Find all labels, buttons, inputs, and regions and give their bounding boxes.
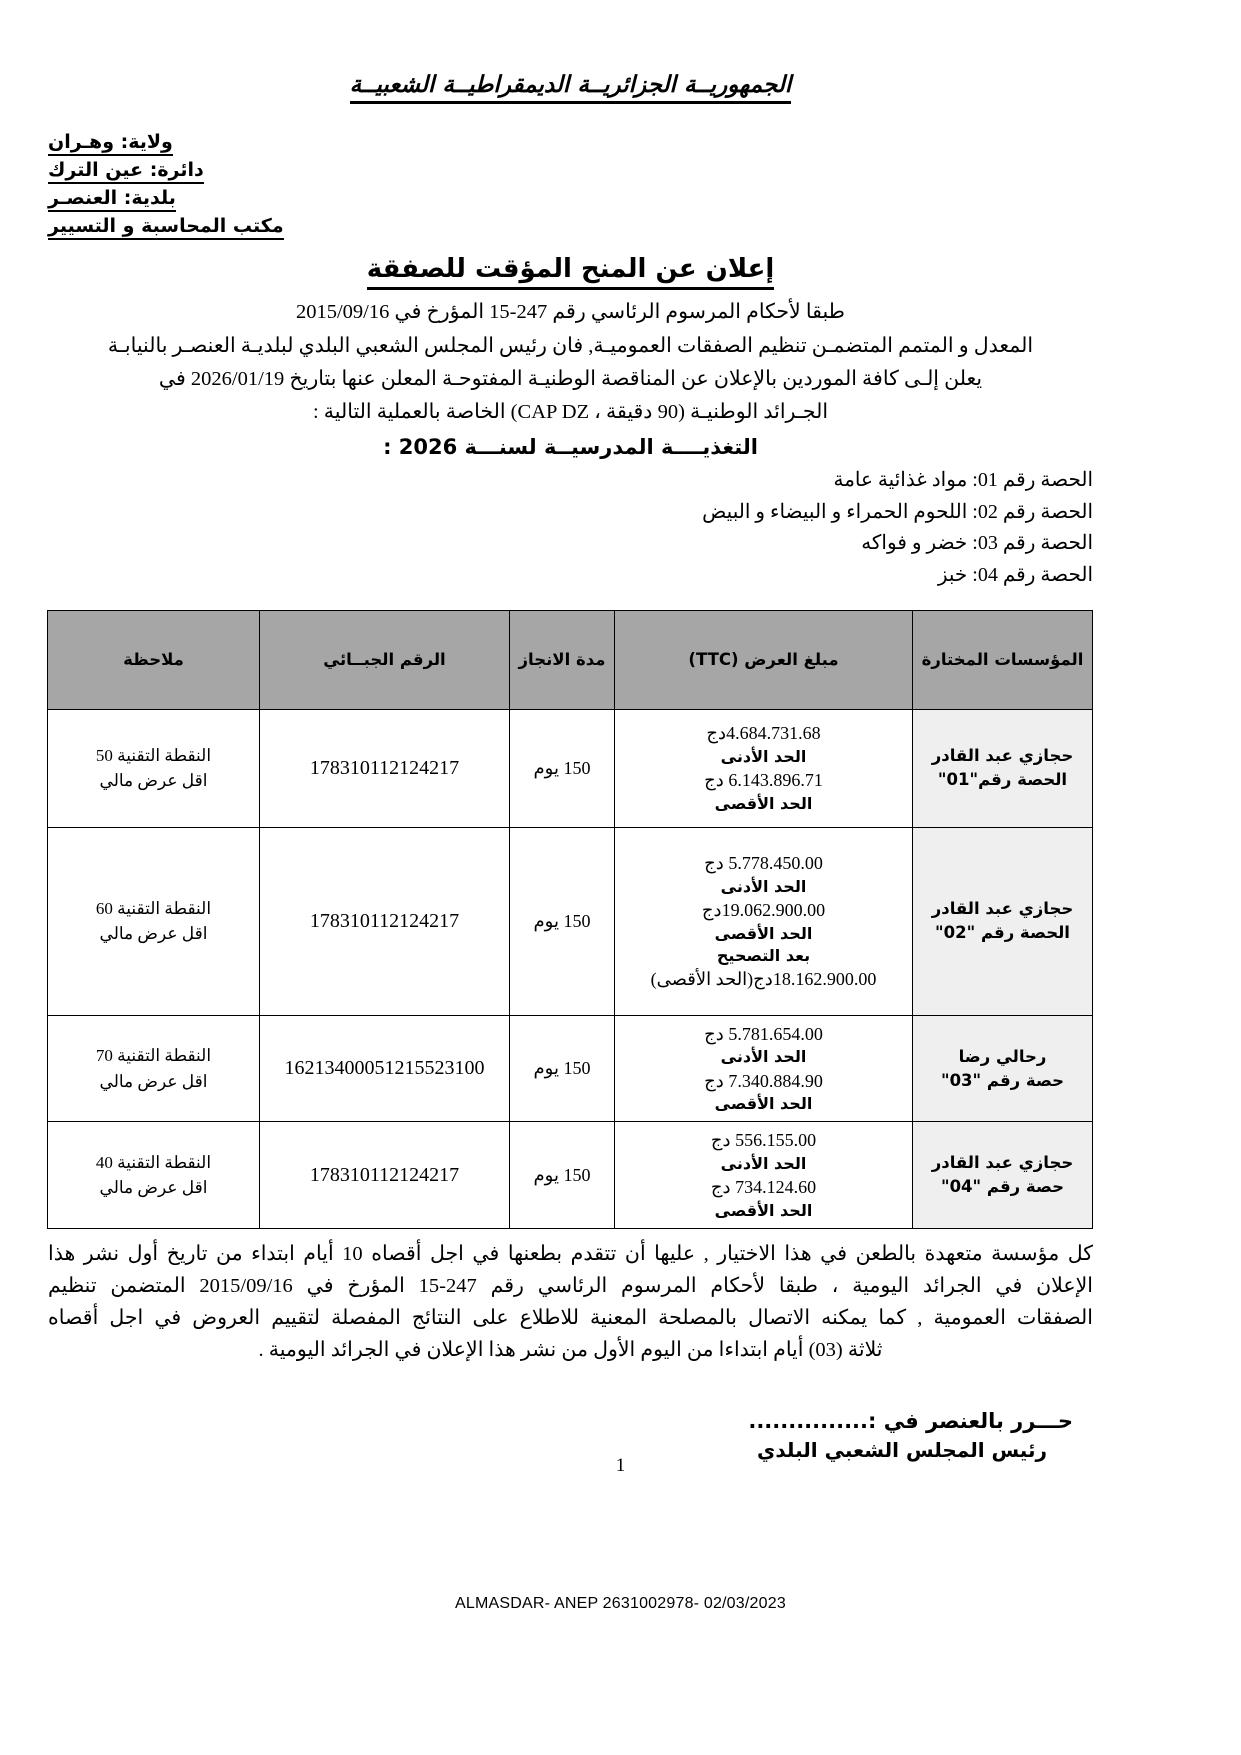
intro-line-1: طبقا لأحكام المرسوم الرئاسي رقم 247-15 المؤرخ في 2015/09/16 [295, 301, 845, 324]
office-line [48, 212, 1093, 240]
note-line-2: اقل عرض مالي [99, 924, 208, 944]
note-line-2: اقل عرض مالي [99, 1071, 208, 1091]
note-line-1: النقطة التقنية 70 [95, 1046, 212, 1066]
lot-item: الحصة رقم 04: خبز [937, 564, 1093, 587]
cell-fiscal: 178310112124217 [260, 827, 510, 1015]
lot-item: الحصة رقم 02: اللحوم الحمراء و البيضاء و البيض [702, 500, 1093, 523]
cell-amount [615, 709, 913, 827]
header-duration: مدة الانجاز [510, 610, 615, 709]
cell-establishment [913, 1015, 1093, 1122]
header-fiscal: الرقم الجبــائي [260, 610, 510, 709]
amount-min-label: الحد الأدنى [720, 876, 807, 896]
cell-duration: 150 يوم [510, 709, 615, 827]
cell-duration: 150 يوم [510, 1015, 615, 1122]
note-line-2: اقل عرض مالي [99, 1178, 208, 1198]
amount-max-label: الحد الأقصى [714, 793, 813, 813]
establishment-lot: حصة رقم "03" [940, 1070, 1065, 1090]
cell-duration: 150 يوم [510, 1122, 615, 1229]
header-amount: مبلغ العرض (TTC) [615, 610, 913, 709]
amount-max-value: 19.062.900.00دج [701, 899, 826, 920]
wilaya-label: ولاية: [120, 131, 173, 153]
lot-item: الحصة رقم 01: مواد غذائية عامة [833, 469, 1093, 492]
amount-min-value: 556.155.00 دج [710, 1130, 817, 1151]
amount-min-label: الحد الأدنى [720, 1047, 807, 1067]
page-title-text: إعلان عن المنح المؤقت للصفقة [367, 254, 775, 290]
amount-max-label: الحد الأقصى [714, 1094, 813, 1114]
amount-correction-value: 18.162.900.00دج(الحد الأقصى) [650, 968, 877, 989]
amount-max-value: 734.124.60 دج [710, 1177, 817, 1198]
baladia-line [48, 184, 1093, 212]
cell-establishment [913, 1122, 1093, 1229]
amount-min-label: الحد الأدنى [720, 1154, 807, 1174]
amount-min-value: 5.781.654.00 دج [704, 1023, 823, 1044]
cell-fiscal: 178310112124217 [260, 709, 510, 827]
footer-stamp: ALMASDAR- ANEP 2631002978- 02/03/2023 [455, 1595, 786, 1612]
table-row [48, 709, 1093, 827]
intro-paragraph [48, 296, 1093, 429]
cell-fiscal: 178310112124217 [260, 1122, 510, 1229]
wilaya-value: وهـران [48, 131, 115, 153]
signature-block [48, 1406, 1073, 1462]
cell-amount [615, 1015, 913, 1122]
header-establishment: المؤسسات المختارة [913, 610, 1093, 709]
establishment-name: حجازي عبد القادر [931, 899, 1074, 919]
table-row [48, 827, 1093, 1015]
office-label: مكتب المحاسبة و التسيير [48, 215, 284, 240]
intro-line-3: يعلن إلـى كافة الموردين بالإعلان عن المناقصة الوطنيـة المفتوحـة المعلن عنها بتاريخ 2026/01/19 في [158, 367, 983, 390]
establishment-lot: الحصة رقم"01" [937, 770, 1068, 790]
note-line-1: النقطة التقنية 60 [95, 898, 212, 918]
results-table-body [48, 709, 1093, 1229]
cell-amount [615, 827, 913, 1015]
page-number: 1 [615, 1455, 626, 1476]
signature-place-date: حـــرر بالعنصر في :............... [748, 1409, 1073, 1434]
cell-note [48, 709, 260, 827]
document-body [48, 0, 1093, 1462]
header-note: ملاحظة [48, 610, 260, 709]
cell-establishment [913, 709, 1093, 827]
wilaya-line [48, 128, 1093, 156]
table-row [48, 1122, 1093, 1229]
cell-note [48, 1015, 260, 1122]
amount-max-label: الحد الأقصى [714, 1201, 813, 1221]
closing-line-4: ثلاثة (03) أيام ابتداءا من اليوم الأول من نشر هذا الإعلان في الجرائد اليومية . [258, 1338, 883, 1361]
closing-line-3: الصفقات العمومية , كما يمكنه الاتصال بالمصلحة المعنية للاطلاع على النتائج المفصلة لتقييم العروض في اجل أقصاه [48, 1306, 1093, 1329]
cell-establishment [913, 827, 1093, 1015]
cell-fiscal: 16213400051215523100 [260, 1015, 510, 1122]
establishment-lot: الحصة رقم "02" [935, 923, 1070, 943]
closing-paragraph [48, 1239, 1093, 1366]
table-row [48, 1015, 1093, 1122]
table-header-row [48, 610, 1093, 709]
signature-role: رئيس المجلس الشعبي البلدي [757, 1437, 1047, 1462]
intro-line-4: الجـرائد الوطنيـة (90 دقيقة ، CAP DZ) الخاصة بالعملية التالية : [312, 401, 829, 424]
amount-max-value: 6.143.896.71 دج [704, 770, 823, 791]
daira-label: دائرة: [149, 159, 204, 182]
note-line-1: النقطة التقنية 40 [95, 1152, 212, 1172]
cell-note [48, 1122, 260, 1229]
operation-title: التغذيــــة المدرسيــة لسنـــة 2026 : [383, 435, 758, 460]
closing-line-1: كل مؤسسة متعهدة بالطعن في هذا الاختيار , عليها أن تتقدم بطعنها في اجل أقصاه 10 أيام ابتداء من تاريخ أول نشر هذا [48, 1243, 1093, 1266]
republic-heading [48, 72, 1093, 98]
lots-list [48, 465, 1093, 591]
amount-max-value: 7.340.884.90 دج [704, 1070, 823, 1091]
lot-item: الحصة رقم 03: خضر و فواكه [861, 532, 1093, 555]
cell-note [48, 827, 260, 1015]
closing-line-2: الإعلان في الجرائد اليومية ، طبقا لأحكام المرسوم الرئاسي رقم 247-15 المؤرخ في 2015/09/16 المتضمن تنظيم [48, 1275, 1093, 1298]
results-table-header [48, 610, 1093, 709]
administrative-address-block [48, 128, 1093, 240]
baladia-label: بلدية: [123, 187, 176, 210]
amount-max-label: الحد الأقصى [714, 923, 813, 943]
amount-min-value: 5.778.450.00 دج [704, 852, 823, 873]
intro-line-2: المعدل و المتمم المتضمـن تنظيم الصفقات العموميـة, فان رئيس المجلس الشعبي البلدي لبلديـة العنصـر بالنيابـة [107, 334, 1034, 357]
baladia-value: العنصـر [48, 187, 118, 210]
republic-heading-text: الجمهوريــة الجزائريــة الديمقراطيــة الشعبيــة [350, 72, 792, 104]
establishment-name: حجازي عبد القادر [931, 1153, 1074, 1173]
results-table [47, 610, 1093, 1230]
amount-min-value: 4.684.731.68دج [706, 723, 821, 744]
cell-amount [615, 1122, 913, 1229]
page-title [48, 254, 1093, 284]
establishment-lot: حصة رقم "04" [940, 1177, 1065, 1197]
amount-correction-label: بعد التصحيح [716, 945, 811, 965]
note-line-1: النقطة التقنية 50 [95, 745, 212, 765]
note-line-2: اقل عرض مالي [99, 771, 208, 791]
daira-value: عين الترك [48, 159, 144, 182]
daira-line [48, 156, 1093, 184]
establishment-name: حجازي عبد القادر [931, 746, 1074, 766]
establishment-name: رحالي رضا [958, 1046, 1047, 1066]
amount-min-label: الحد الأدنى [720, 747, 807, 767]
cell-duration: 150 يوم [510, 827, 615, 1015]
